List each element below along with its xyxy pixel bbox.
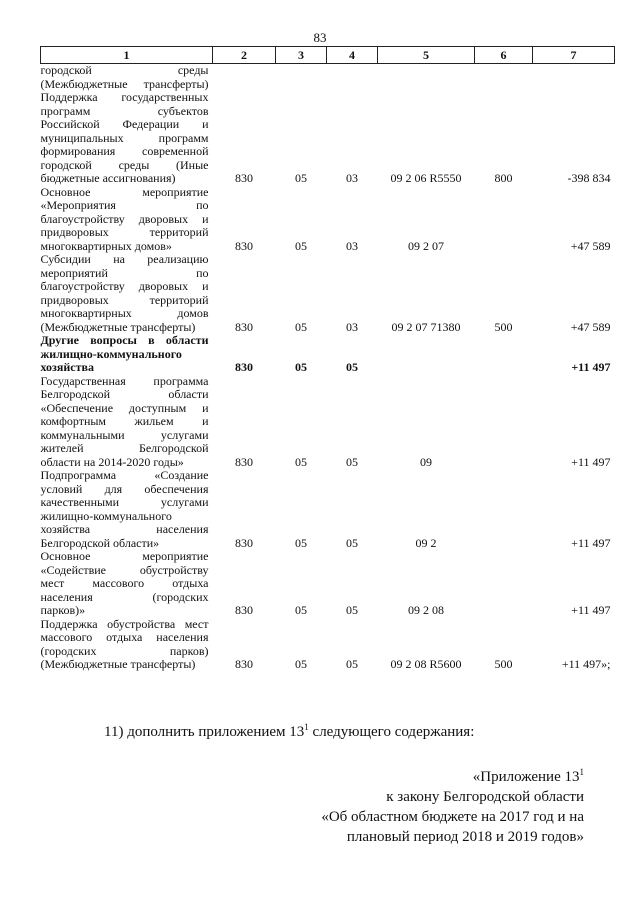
subsection-code: 05 [346,360,358,374]
description-line: (Межбюджетные трансферты) [40,76,209,91]
column-header: 6 [475,47,533,64]
description-line: Подпрограмма «Создание [40,468,209,482]
description-line: парков)» [40,603,86,617]
target-article-code: 09 2 06 R5550 [390,171,462,185]
target-article-code: 09 2 [415,535,437,550]
expense-type-code [475,334,533,375]
expense-type-code: 800 [494,171,513,185]
subsection-code: 05 [346,454,358,469]
table-row [41,186,615,254]
description-line: области на 2014-2020 годы» [40,454,184,469]
amendment-text [104,722,474,741]
row-description [41,550,213,618]
ministry-code: 830 [235,319,253,334]
subsection-code: 03 [346,319,358,334]
expense-type-code [475,469,533,550]
target-article-code [378,334,475,375]
table-row [41,375,615,470]
description-line: «Содействие обустройству [40,562,209,577]
amount-value: +11 497 [571,603,611,617]
section-code: 05 [295,657,307,671]
ministry-code: 830 [235,360,253,374]
description-line: комфортным жильем и [40,414,209,428]
row-description [41,186,213,254]
description-line: Белгородской области [40,387,209,401]
ministry-code: 830 [235,454,253,469]
description-line: качественными услугами [40,495,209,509]
section-code: 05 [295,171,307,185]
description-line: Государственная программа [40,373,209,388]
expense-type-code [475,186,533,254]
description-line: «Обеспечение доступным и [40,400,209,415]
row-description [41,334,213,375]
page-number: 83 [313,30,327,45]
description-line: формирования современной [40,144,209,158]
description-line: городской среды (Иные [40,157,209,172]
description-line: мест массового отдыха [40,576,209,590]
description-line: придворовых территорий [40,225,209,239]
section-code: 05 [295,319,307,334]
subsection-code: 03 [346,238,358,253]
description-line: мероприятий по [40,265,209,280]
appendix-line-1 [321,762,584,787]
description-line: Основное мероприятие [40,184,209,199]
subsection-code: 05 [346,603,358,617]
column-header: 2 [213,47,276,64]
appendix-line-2: к закону Белгородской области [386,789,584,805]
amendment-tail: следующего содержания: [308,724,475,740]
target-article-code: 09 2 08 [408,603,444,617]
amendment-sup: 1 [304,722,309,732]
description-line: городской среды [40,63,209,77]
target-article-code: 09 2 07 [408,238,444,253]
amount-value: +47 589 [570,238,611,253]
amount-value: +11 497»; [561,657,611,671]
target-article-code: 09 [420,454,432,469]
table-row [41,253,615,334]
table-row [41,334,615,375]
appendix-line-4: плановый период 2018 и 2019 годов» [346,829,584,845]
description-line: хозяйства [40,360,94,374]
ministry-code: 830 [235,657,253,671]
description-line: условий для обеспечения [40,481,209,496]
description-line: жилищно-коммунального [40,346,182,361]
description-line: бюджетные ассигнования) [40,171,176,185]
ministry-code: 830 [235,603,253,617]
appendix-sup: 1 [579,767,584,777]
table-row [41,550,615,618]
description-line: коммунальными услугами [40,427,209,442]
target-article-code: 09 2 08 R5600 [390,657,462,671]
description-line: многоквартирных домов [40,306,209,320]
subsection-code: 05 [346,657,358,671]
table-row [41,469,615,550]
row-description [41,253,213,334]
description-line: Поддержка государственных [40,90,209,104]
budget-table [40,46,615,672]
appendix-heading [321,762,584,847]
ministry-code: 830 [235,535,253,550]
description-line: (городских парков) [40,643,209,658]
amount-value: +11 497 [571,454,611,469]
description-line: Российской Федерации и [40,117,209,131]
description-line: благоустройству дворовых и [40,211,209,226]
row-description [41,618,213,672]
column-header: 7 [533,47,615,64]
description-line: жителей Белгородской [40,441,209,455]
appendix-title: «Приложение 13 [472,769,580,785]
column-header: 4 [327,47,378,64]
description-line: (Межбюджетные трансферты) [40,657,196,671]
section-code: 05 [295,360,307,374]
expense-type-code: 500 [494,319,513,334]
subsection-code: 03 [346,171,358,185]
column-header: 3 [276,47,327,64]
table-row [41,64,615,186]
description-line: хозяйства населения [40,522,209,536]
table-row [41,618,615,672]
description-line: Белгородской области» [40,535,160,550]
row-description [41,64,213,186]
description-line: Субсидии на реализацию [40,252,209,266]
ministry-code: 830 [235,238,253,253]
table-header-row [41,47,615,64]
description-line: программ субъектов [40,103,209,118]
description-line: Другие вопросы в области [40,333,209,347]
description-line: «Мероприятия по [40,198,209,212]
appendix-line-3: «Об областном бюджете на 2017 год и на [321,809,584,825]
amount-value: +47 589 [570,319,611,334]
amount-value: -398 834 [567,171,611,185]
column-header: 5 [378,47,475,64]
expense-type-code: 500 [494,657,513,671]
subsection-code: 05 [346,535,358,550]
description-line: населения (городских [40,589,209,604]
expense-type-code [475,375,533,470]
description-line: (Межбюджетные трансферты) [40,319,196,334]
expense-type-code [475,550,533,618]
description-line: Основное мероприятие [40,549,209,563]
description-line: придворовых территорий [40,292,209,307]
section-code: 05 [295,535,307,550]
target-article-code: 09 2 07 71380 [391,319,461,334]
section-code: 05 [295,603,307,617]
description-line: жилищно-коммунального [40,508,172,523]
description-line: муниципальных программ [40,130,209,145]
description-line: Поддержка обустройства мест [40,616,209,631]
ministry-code: 830 [235,171,253,185]
row-description [41,469,213,550]
description-line: массового отдыха населения [40,630,209,644]
column-header: 1 [41,47,213,64]
amendment-main: 11) дополнить приложением 13 [104,724,305,740]
section-code: 05 [295,238,307,253]
amount-value: +11 497 [571,535,611,550]
row-description [41,375,213,470]
description-line: многоквартирных домов» [40,238,172,253]
section-code: 05 [295,454,307,469]
amount-value: +11 497 [571,360,611,374]
description-line: благоустройству дворовых и [40,279,209,293]
